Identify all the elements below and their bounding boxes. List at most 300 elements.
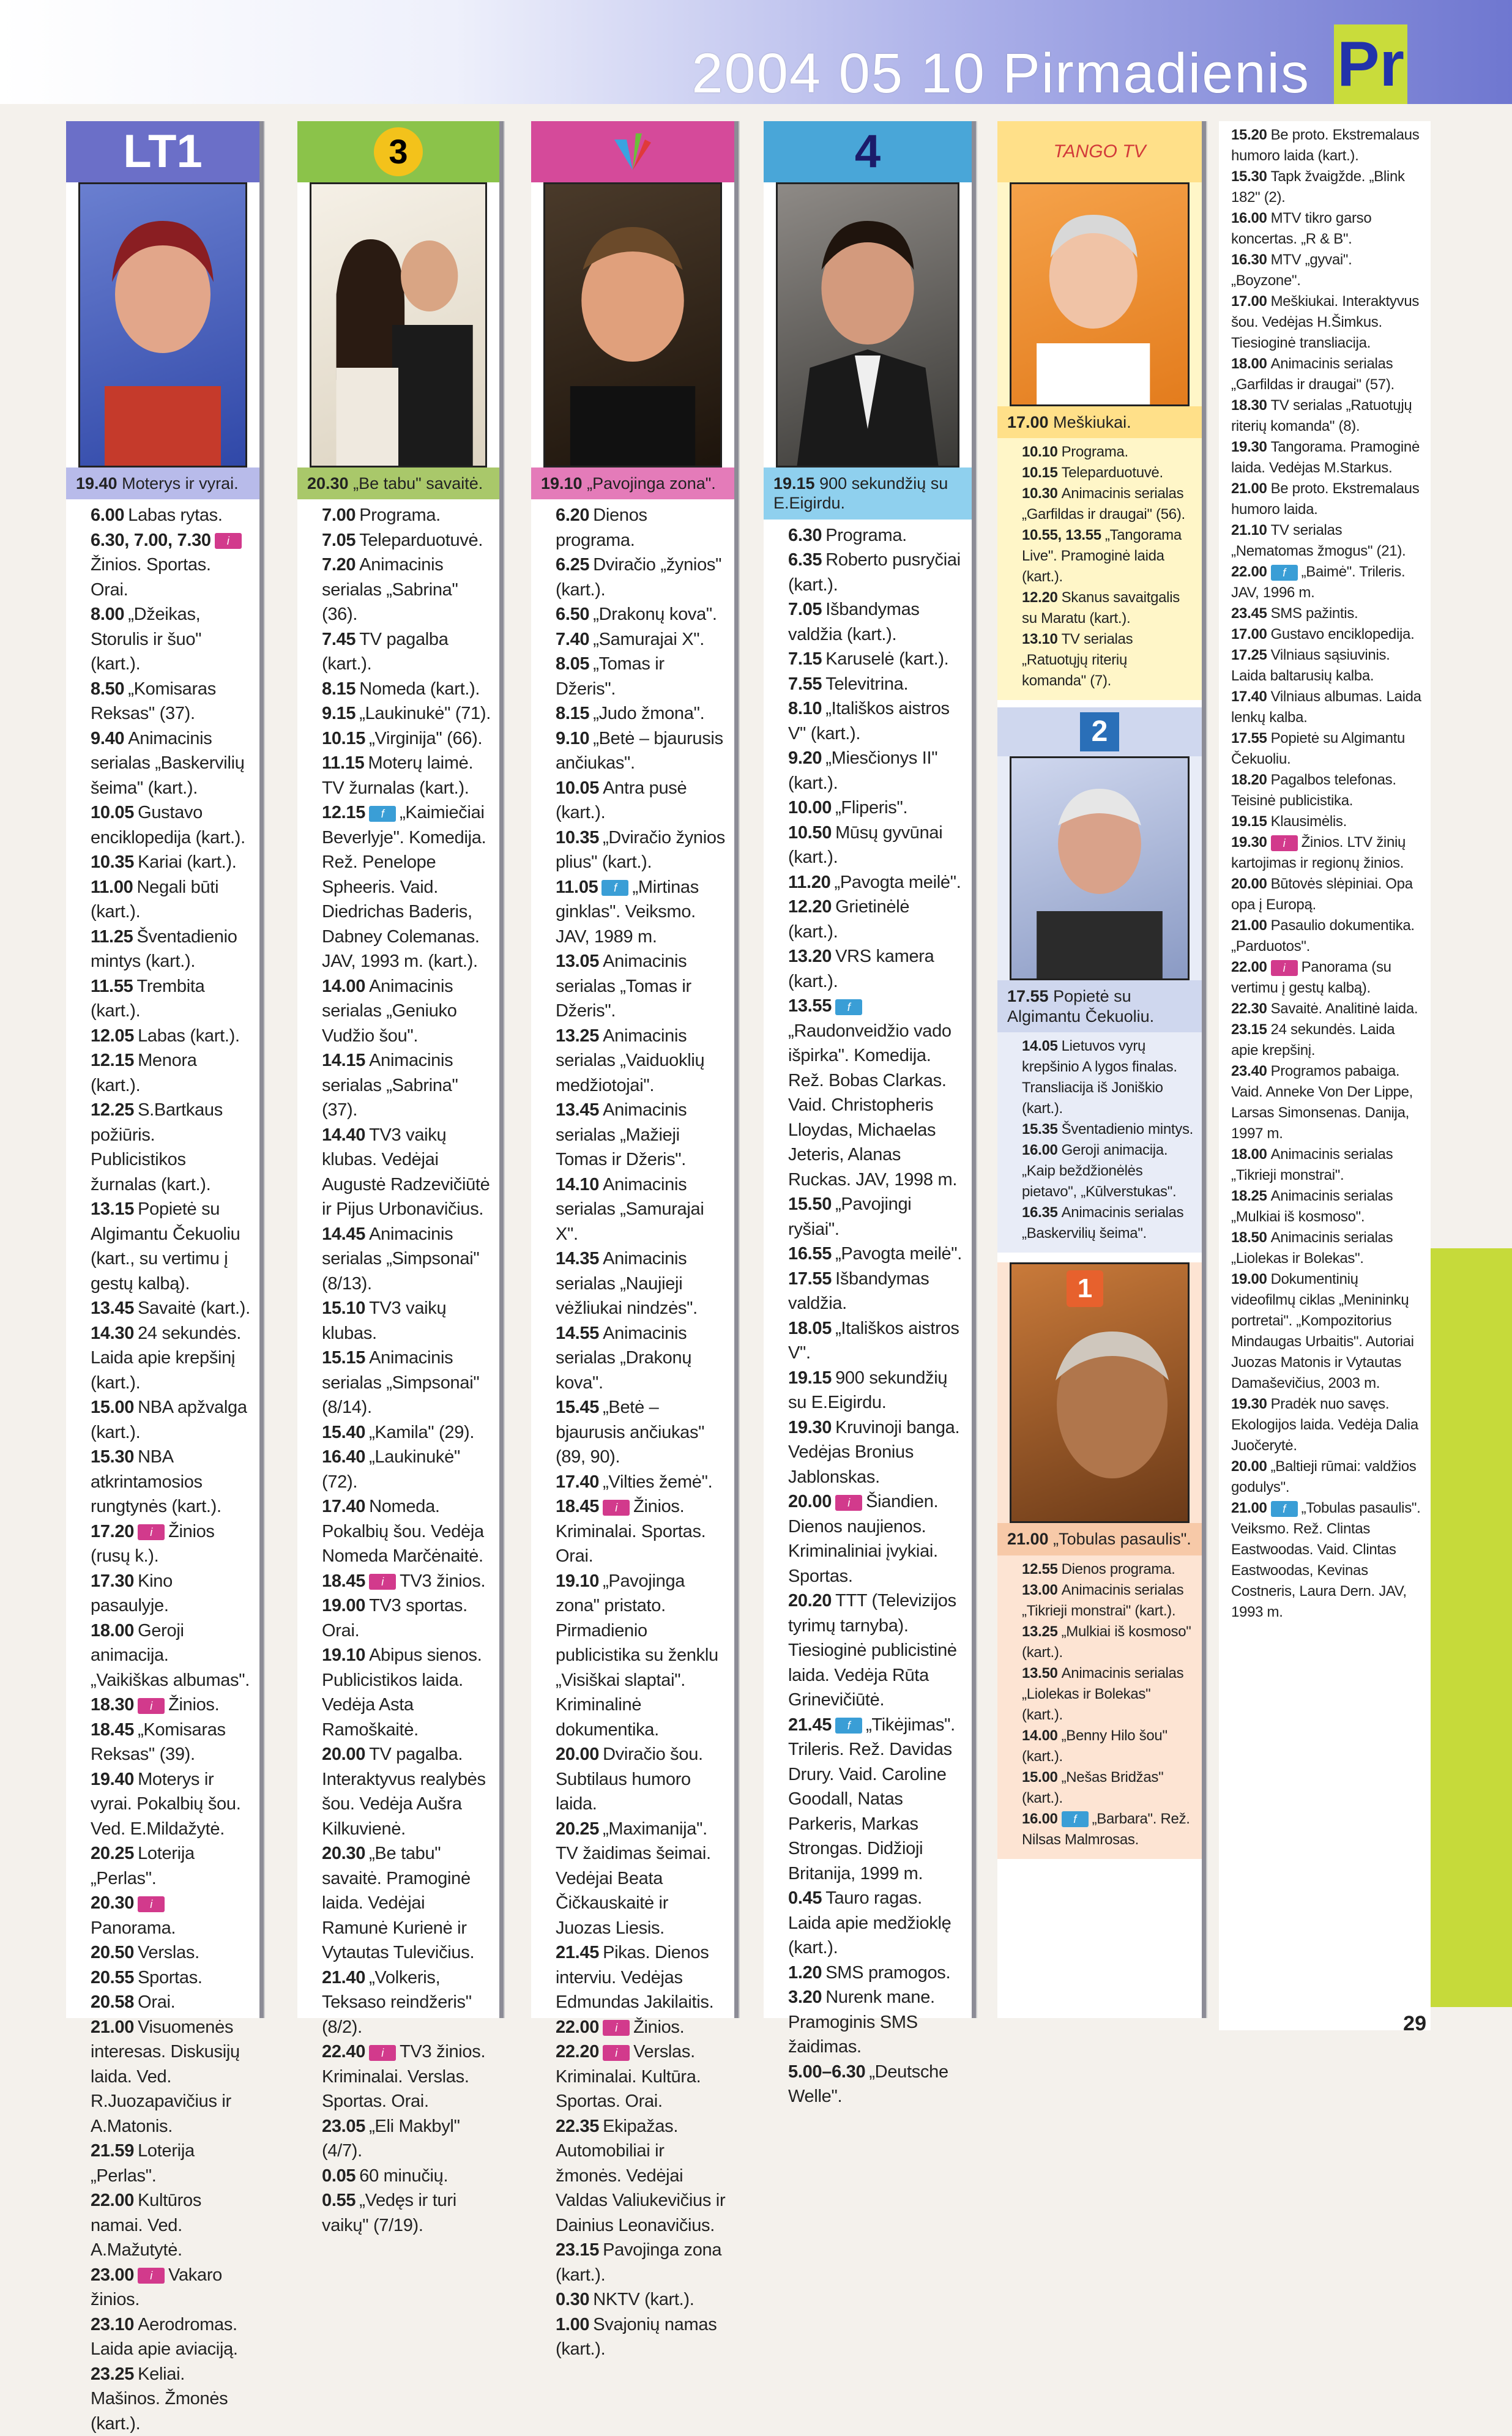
entry-time: 17.00 [1231,293,1267,310]
entry-time: 17.25 [1231,647,1267,663]
schedule-entry [788,1489,963,1589]
entry-title: Grietinėlė (kart.). [788,897,910,942]
entry-title: TV serialas „Nematomas žmogus" (21). [1231,522,1406,559]
entry-title: NBA atkrintamosios rungtynės (kart.). [91,1447,222,1517]
entry-time: 16.00 [1022,1142,1058,1159]
schedule-entry [322,726,491,751]
schedule-entry [788,1713,963,1887]
schedule-entry [556,1470,726,1495]
entry-time: 11.15 [322,753,365,773]
news-icon: i [215,533,242,549]
entry-time: 19.15 [1231,813,1267,830]
entry-title: Programa. [359,505,441,526]
schedule-entry [556,949,726,1024]
entry-time: 21.00 [1231,917,1267,934]
schedule-entry [788,647,963,672]
entry-title: Pagalbos telefonas. Teisinė publicistika. [1231,772,1396,809]
entry-title: Savaitė (kart.). [138,1298,250,1319]
schedule-entry [1231,437,1422,479]
entry-time: 15.15 [322,1348,366,1368]
highlight-caption: 19.40 Moterys ir vyrai. [66,467,259,499]
entry-title: Tapk žvaigžde. „Blink 182" (2). [1231,168,1405,206]
entry-title: Animacinis serialas „Garfildas ir draugai" (57). [1231,356,1395,393]
entry-title: „Virginija" (66). [369,728,483,748]
schedule-entry [1231,874,1422,915]
film-icon: f [1062,1811,1089,1827]
entry-title: Dokumentinių videofilmų ciklas „Menininkų portretai". „Kompozitorius Mindaugas Urbaitis". Autoriai Juozas Matonis ir Vytautas Damaševičius, 2003 m. [1231,1271,1414,1391]
entry-title: „Itališkos aistros V" (kart.). [788,699,950,743]
entry-time: 13.05 [556,952,600,972]
schedule-entry [556,1742,726,1817]
schedule-entry [788,523,963,548]
entry-title: S.Bartkaus požiūris. Publicistikos žurnalas (kart.). [91,1100,223,1194]
column-lnk [531,121,739,2360]
entry-title: Verslas. [138,1943,199,1963]
schedule-entry [322,1569,491,1594]
entry-title: „Tangorama Live". Pramoginė laida (kart.). [1022,527,1182,586]
entry-time: 1.00 [556,2314,590,2334]
entry-time: 15.35 [1022,1121,1058,1138]
entry-time: 20.25 [556,1819,600,1839]
schedule-entry [1022,1559,1193,1580]
schedule-entry [1231,603,1422,624]
schedule-entry [788,1192,963,1242]
schedule-entry [91,1296,251,1321]
entry-title: Panorama (su vertimu į gestų kalbą). [1231,959,1391,996]
entry-title: Meškiukai. Interaktyvus šou. Vedėjas H.Šimkus. Tiesioginė transliacija. [1231,293,1420,351]
entry-title: „Nešas Bridžas" (kart.). [1022,1768,1164,1806]
entry-title: Animacinis serialas „Vaiduoklių medžiotojai". [556,1026,705,1095]
schedule-entry [91,1321,251,1396]
schedule-entry [91,503,251,528]
entry-title: Nurenk mane. Pramoginis SMS žaidimas. [788,1987,935,2057]
entry-title: Abipus sienos. Publicistikos laida. Vedėja Asta Ramoškaitė. [322,1645,482,1740]
entry-time: 16.40 [322,1447,366,1467]
schedule-entry [91,1693,251,1718]
entry-title: Negali būti (kart.). [91,877,219,922]
entry-title: „Mirtinas ginklas". Veiksmo. JAV, 1989 m. [556,877,699,947]
entry-time: 10.15 [322,728,366,748]
schedule-entry [322,553,491,627]
entry-time: 20.00 [1231,876,1267,892]
schedule-entry [322,1296,491,1346]
entry-time: 14.45 [322,1224,366,1244]
schedule-entry [556,2114,726,2238]
entry-time: 18.45 [91,1719,135,1740]
entry-time: 12.20 [1022,589,1058,606]
entry-time: 21.10 [1231,522,1267,538]
entry-time: 20.55 [91,1967,135,1987]
schedule-entry [1231,645,1422,687]
entry-time: 14.00 [322,976,366,996]
entry-title: Pikas. Dienos interviu. Vedėjas Edmundas Jakilaitis. [556,1943,714,2013]
schedule-entry [322,1742,491,1841]
schedule-entry [556,602,726,627]
schedule-entry [1231,250,1422,291]
schedule-entry [322,677,491,702]
entry-time: 8.15 [556,704,590,724]
entry-time: 15.10 [322,1298,366,1319]
entry-time: 8.10 [788,699,822,719]
entry-time: 12.55 [1022,1560,1058,1577]
entry-time: 14.10 [556,1174,600,1194]
schedule-entry [1231,1186,1422,1227]
entry-title: „Itališkos aistros V". [788,1318,959,1363]
schedule-entry [788,994,963,1192]
tango-logo-icon: TANGO TV [1053,141,1146,162]
schedule-entry [556,1024,726,1098]
entry-title: Sportas. [138,1967,203,1987]
entry-time: 21.00 [91,2017,135,2037]
schedule-entry [1231,1227,1422,1269]
entry-title: Animacinis serialas „Simpsonai" (8/13). [322,1224,480,1294]
entry-title: „Baltieji rūmai: valdžios godulys". [1231,1458,1417,1495]
schedule-entry [91,1940,251,1965]
entry-title: Programa. [825,525,907,545]
entry-title: Animacinis serialas „Baskervilių šeima". [1022,1204,1184,1242]
entry-title: Animacinis serialas „Sabrina" (37). [322,1051,458,1120]
entry-title: Mūsų gyvūnai (kart.). [788,822,943,868]
entry-title: „Betė – bjaurusis ančiukas". [556,728,723,773]
entry-title: „Komisaras Reksas" (37). [91,679,216,724]
entry-time: 7.40 [556,629,590,649]
entry-time: 12.15 [91,1051,135,1071]
entry-time: 21.45 [788,1715,832,1735]
entry-title: Loterija „Perlas". [91,1844,195,1888]
schedule-entry [1231,1498,1422,1623]
schedule-entry [322,974,491,1049]
tango-section [997,121,1202,700]
schedule-entry [91,800,251,850]
entry-time: 12.20 [788,897,832,917]
entry-time: 14.00 [1022,1727,1058,1744]
entry-time: 23.25 [91,2364,135,2384]
entry-time: 15.00 [1022,1768,1058,1786]
schedule-entry [322,1494,491,1569]
schedule-entry [788,548,963,597]
entry-title: „Drakonų kova". [593,605,717,625]
schedule-list [531,499,734,2362]
entry-title: 60 minučių. [359,2166,449,2186]
entry-title: Be proto. Ekstremalaus humoro laida (kart.). [1231,127,1420,164]
entry-title: „Betė – bjaurusis ančiukas" (89, 90). [556,1398,705,1467]
entry-title: Kino pasaulyje. [91,1571,173,1616]
schedule-entry [1022,1622,1193,1663]
entry-title: Programos pabaiga. [1270,1063,1400,1079]
entry-time: 14.55 [556,1323,600,1343]
schedule-entry [322,1593,491,1643]
entry-title: Antra pusė (kart.). [556,778,687,823]
entry-time: 6.00 [91,505,125,526]
entry-title: Lietuvos vyrų krepšinio A lygos finalas. Transliacija iš Joniškio (kart.). [1022,1038,1177,1117]
entry-title: Dviračio šou. Subtilaus humoro laida. [556,1745,703,1814]
entry-time: 6.30 [788,525,822,545]
entry-title: „Benny Hilo šou" (kart.). [1022,1727,1168,1765]
schedule-entry [556,2015,726,2040]
entry-time: 16.35 [1022,1204,1058,1221]
schedule-entry [788,1589,963,1713]
schedule-entry [1022,1663,1193,1726]
entry-time: 0.55 [322,2191,356,2211]
schedule-entry [788,597,963,647]
schedule-entry [91,1569,251,1618]
host-photo [776,182,959,467]
column-far-right [1219,121,1431,2030]
schedule-entry [556,726,726,776]
schedule-entry [1022,1140,1193,1202]
schedule-entry [1231,395,1422,437]
schedule-entry [556,553,726,602]
schedule-entry [91,528,251,603]
schedule-entry [322,1222,491,1297]
entry-time: 6.50 [556,605,590,625]
entry-time: 18.30 [1231,397,1267,414]
entry-time: 8.15 [322,679,356,699]
news-icon: i [603,2045,630,2061]
entry-title: MTV tikro garso koncertas. „R & B". [1231,210,1372,247]
entry-title: TTT (Televizijos tyrimų tarnyba). Tiesioginė publicistinė laida. Vedėja Rūta Grinevičiūtė. [788,1591,957,1710]
schedule-entry [1231,354,1422,395]
column-stacked [997,121,1206,2018]
entry-time: 9.20 [788,748,822,769]
entry-time: 19.00 [1231,1271,1267,1287]
schedule-entry [556,1321,726,1396]
schedule-entry [788,672,963,697]
schedule-entry [322,528,491,553]
entry-title: Animacinis serialas „Naujieji vėžliukai nindzės". [556,1249,698,1319]
entry-time: 15.45 [556,1398,600,1418]
schedule-entry [91,1990,251,2015]
entry-time: 5.00–6.30 [788,2062,866,2082]
entry-time: 22.30 [1231,1000,1267,1017]
entry-time: 11.05 [556,877,598,897]
news-icon: i [603,1500,630,1516]
entry-title: TV pagalba. Interaktyvus realybės šou. Vedėja Aušra Kilkuvienė. [322,1745,486,1839]
ch1-section [997,1262,1202,1858]
schedule-entry [1022,525,1193,587]
schedule-entry [91,1718,251,1767]
entry-title: Labas (kart.). [138,1026,240,1046]
news-icon: i [1271,960,1298,976]
schedule-entry [322,1048,491,1123]
entry-title: „Kamila" (29). [369,1422,475,1442]
schedule-entry [1231,125,1422,166]
entry-time: 7.05 [788,600,822,620]
entry-time: 13.45 [91,1298,135,1319]
schedule-entry [556,1940,726,2015]
entry-title: Vilniaus albumas. Laida lenkų kalba. [1231,688,1421,726]
film-icon: f [1271,1501,1298,1517]
schedule-entry [322,1420,491,1445]
entry-time: 23.15 [556,2240,600,2260]
schedule-entry [556,825,726,875]
schedule-entry [1231,1144,1422,1186]
lrt-logo-icon: LT1 [123,125,203,177]
entry-title: Žinios (rusų k.). [91,1521,215,1566]
guest-photo [1010,756,1190,980]
entry-title: SMS pažintis. [1270,605,1358,622]
entry-title: Be proto. Ekstremalaus humoro laida. [1231,480,1420,518]
entry-time: 21.40 [322,1967,366,1987]
entry-title: „Judo žmona". [593,704,705,724]
entry-title: Teleparduotuvė. [1061,464,1163,482]
entry-title: Animacinis serialas „Drakonų kova". [556,1323,692,1393]
entry-time: 23.10 [91,2314,135,2334]
schedule-entry [556,1569,726,1743]
entry-title: „Deutsche Welle". [788,2062,948,2107]
schedule-entry [322,2164,491,2189]
entry-time: 13.15 [91,1199,135,1220]
entry-title: Žinios. LTV žinių kartojimas ir regionų žinios. [1231,834,1406,871]
entry-time: 15.40 [322,1422,366,1442]
schedule-entry [91,2312,251,2362]
highlight-caption: 17.00 Meškiukai. [997,406,1202,438]
entry-time: 7.45 [322,629,356,649]
entry-time: 16.00 [1231,210,1267,226]
schedule-entry [1022,587,1193,629]
entry-time: 16.00 [1022,1810,1058,1827]
entry-time: 19.30 [1231,1396,1267,1412]
entry-title: „Samurajai X". [593,629,705,649]
schedule-entry [91,925,251,974]
schedule-entry [788,1366,963,1415]
entry-time: 9.10 [556,728,590,748]
schedule-entry [1231,1394,1422,1456]
entry-title: „Dviračio žynios plius" (kart.). [556,827,725,873]
entry-title: Televitrina. [825,674,909,694]
schedule-entry [91,2362,251,2436]
schedule-entry [91,1891,251,1940]
entry-time: 8.50 [91,679,125,699]
entry-title: Žinios. [633,2017,685,2037]
entry-time: 11.20 [788,872,831,892]
entry-title: „Tikėjimas". Trileris. Rež. Davidas Drury. Vaid. Caroline Goodall, Natas Parkeris, Markas Strongas. Didžioji Britanija, 1999 m. [788,1715,955,1883]
column-ltv1 [66,121,264,2434]
entry-title: „Džeikas, Storulis ir šuo" (kart.). [91,605,202,674]
entry-time: 17.55 [788,1268,832,1289]
film-icon: f [835,999,862,1015]
schedule-entry [91,1024,251,1049]
entry-time: 14.40 [322,1125,366,1145]
entry-title: Šventadienio mintys (kart.). [91,926,237,972]
entry-title: Gustavo enciklopedija. [1270,626,1415,643]
entry-time: 18.45 [322,1571,366,1591]
entry-title: Labas rytas. [128,505,223,526]
schedule-entry [556,1494,726,1569]
schedule-entry [1231,915,1422,957]
schedule-list [66,499,259,2436]
entry-title: „Pavojingi ryšiai". [788,1194,912,1239]
schedule-entry [91,850,251,875]
schedule-entry [556,503,726,553]
entry-time: 20.58 [91,1992,135,2013]
entry-time: 13.55 [788,996,832,1016]
entry-time: 22.00 [1231,564,1267,580]
entry-time: 10.00 [788,798,832,818]
entry-title: „Vedęs ir turi vaikų" (7/19). [322,2191,456,2235]
entry-time: 11.55 [91,976,133,996]
schedule-entry [322,2114,491,2164]
schedule-entry [91,677,251,726]
entry-title: Gustavo enciklopedija (kart.). [91,803,245,847]
schedule-entry [556,875,726,950]
entry-time: 11.25 [91,926,133,947]
schedule-entry [556,652,726,701]
entry-title: Animacinis serialas „Samurajai X". [556,1174,704,1244]
entry-time: 7.00 [322,505,356,526]
entry-time: 10.05 [556,778,600,798]
schedule-entry [556,2312,726,2362]
schedule-entry [788,2060,963,2109]
highlight-caption: 19.10 „Pavojinga zona". [531,467,734,499]
schedule-entry [1231,624,1422,645]
hosts-photo [310,182,487,467]
entry-title: Ekipažas. Automobiliai ir žmonės. Vedėjai Valdas Valiukevičius ir Dainius Leonavičius. [556,2116,726,2235]
entry-title: „Pavojinga zona" pristato. Pirmadienio publicistika su ženklu „Visiškai slaptai". Kriminalinė dokumentika. [556,1571,718,1740]
entry-time: 12.25 [91,1100,135,1120]
schedule-entry [91,1965,251,1991]
entry-title: Klausimėlis. [1270,813,1347,830]
entry-time: 20.00 [1231,1458,1267,1475]
entry-title: Animacinis serialas „Tomas ir Džeris". [556,952,691,1021]
entry-time: 12.15 [322,803,366,823]
schedule-entry [788,821,963,870]
schedule-list [764,520,972,2109]
news-icon: i [835,1495,862,1511]
channel-header [66,121,259,182]
entry-time: 15.00 [91,1398,135,1418]
column-tv3 [297,121,504,2235]
entry-time: 15.30 [1231,168,1267,185]
entry-title: Dienos programa. [1061,1560,1175,1577]
schedule-entry [91,726,251,801]
entry-title: Nomeda. Pokalbių šou. Vedėja Nomeda Marčėnaitė. [322,1497,484,1566]
entry-title: Šventadienio mintys. [1061,1121,1194,1138]
ltv2-section [997,707,1202,1253]
entry-time: 3.20 [788,1987,822,2008]
entry-time: 22.20 [556,2042,600,2062]
schedule-entry [322,1346,491,1420]
entry-title: „Fliperis". [835,798,908,818]
schedule-entry [91,1519,251,1569]
tv3-logo-icon: 3 [374,127,423,176]
highlight-caption: 20.30 „Be tabu" savaitė. [297,467,499,499]
ch1-logo-icon: 1 [1067,1270,1103,1307]
entry-time: 17.55 [1231,730,1267,747]
entry-time: 21.00 [1231,1500,1267,1516]
schedule-entry [556,2238,726,2287]
schedule-entry [322,751,491,800]
entry-time: 17.00 [1231,626,1267,643]
schedule-entry [322,800,491,974]
schedule-entry [788,1985,963,2060]
entry-title: Tauro ragas. Laida apie medžioklę (kart.). [788,1888,952,1958]
entry-title: Loterija „Perlas". [91,2141,195,2186]
entry-title: TV3 vaikų klubas. Vedėjai Augustė Radzevičiūtė ir Pijus Urbonavičius. [322,1125,490,1220]
schedule-entry [91,2015,251,2139]
schedule-list [297,499,499,2238]
page-title: 2004 05 10 Pirmadienis [691,42,1310,105]
schedule-entry [788,1316,963,1366]
schedule-list [1219,121,1431,1623]
entry-time: 7.55 [788,674,822,694]
schedule-entry [322,627,491,677]
schedule-entry [1022,629,1193,691]
entry-time: 15.20 [1231,127,1267,143]
news-icon: i [138,1524,165,1540]
entry-time: 23.15 [1231,1021,1267,1038]
channel-header [297,121,499,182]
